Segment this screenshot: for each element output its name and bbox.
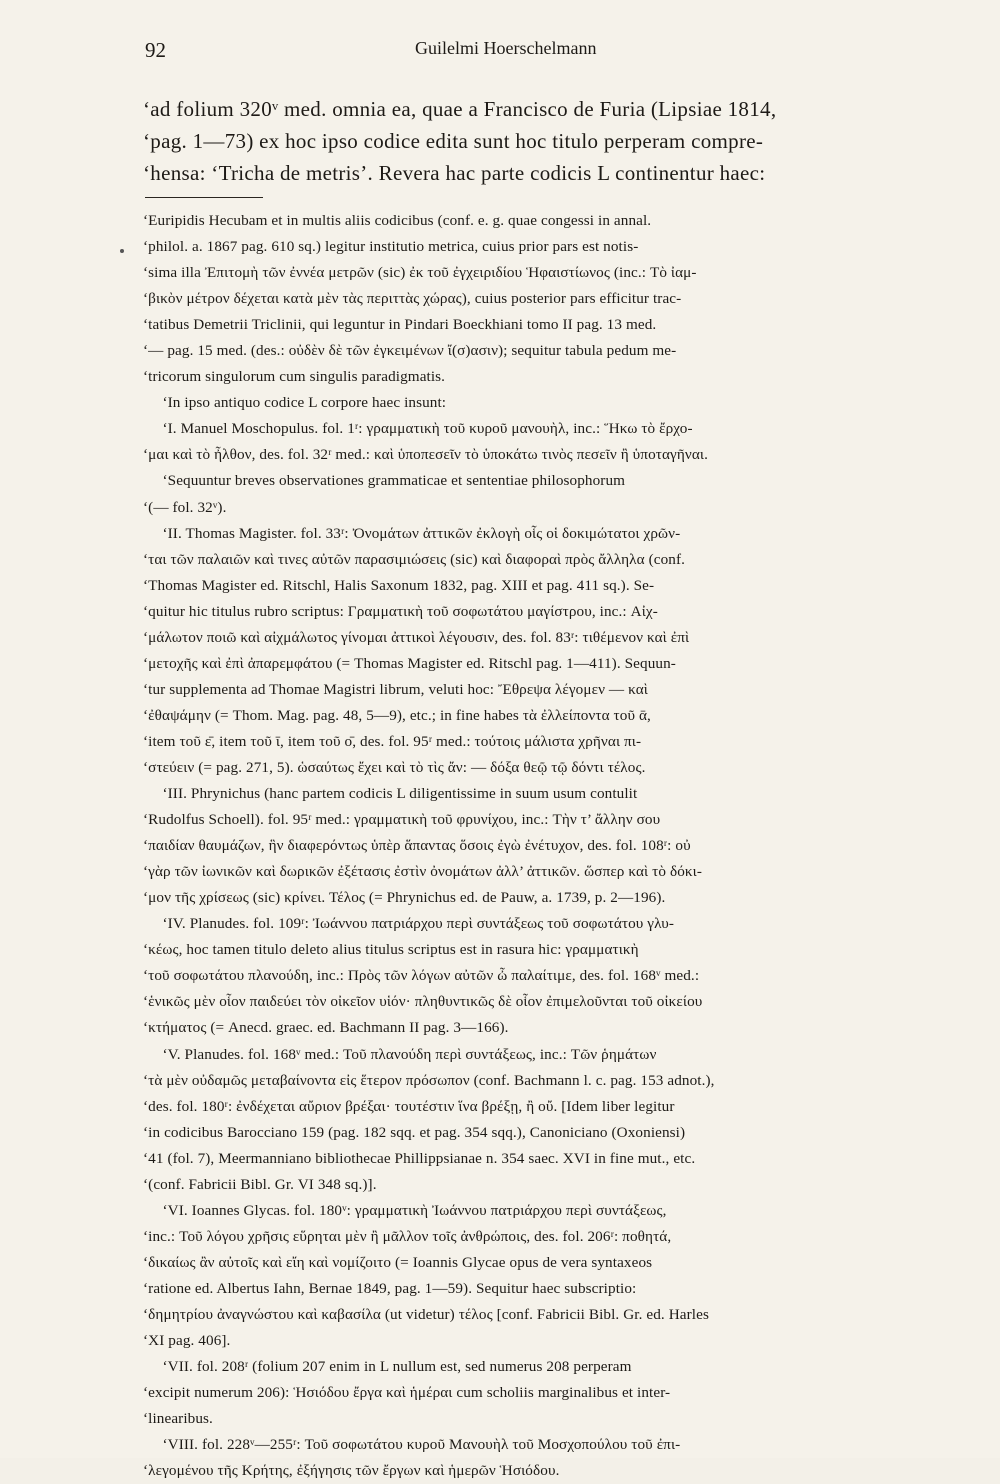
text-line: ‘τὰ μὲν οὐδαμῶς μεταβαίνοντα εἰς ἕτερον πρόσωπον (conf. Bachmann l. c. pag. 153 adnot.), (143, 1071, 715, 1089)
text-line: ‘tatibus Demetrii Triclinii, qui leguntur in Pindari Boeckhiani tomo II pag. 13 med. (143, 316, 657, 334)
text-line: ‘Euripidis Hecubam et in multis aliis codicibus (conf. e. g. quae congessi in annal. (143, 212, 652, 229)
text-line: ‘μετοχῆς καὶ ἐπὶ ἀπαρεμφάτου (= Thomas Magister ed. Ritschl pag. 1—411). Sequun- (143, 654, 676, 672)
text-line: ‘linearibus. (143, 1410, 213, 1428)
text-line: ‘VII. fol. 208ʳ (folium 207 enim in L nullum est, sed numerus 208 perperam (143, 1358, 632, 1376)
text-line: ‘In ipso antiquo codice L corpore haec insunt: (143, 394, 447, 412)
text-line: ‘δικαίως ἂν αὐτοῖς καὶ εἴη καὶ νομίζοιτο (= Ioannis Glycae opus de vera syntaxeos (143, 1253, 653, 1271)
text-line: ‘Sequuntur breves observationes grammaticae et sententiae philosophorum (143, 472, 626, 490)
text-line: ‘λεγομένου τῆς Κρήτης, ἐξήγησις τῶν ἔργων καὶ ἡμερῶν Ἡσιόδου. (143, 1462, 560, 1480)
text-line: ‘tricorum singulorum cum singulis paradigmatis. (143, 368, 446, 386)
text-line: ‘Rudolfus Schoell). fol. 95ʳ med.: γραμματικὴ τοῦ φρυνίχου, inc.: Τὴν τ’ ἄλλην σου (143, 811, 661, 829)
text-line: ‘γὰρ τῶν ἰωνικῶν καὶ δωρικῶν ἐξέτασις ἐστὶν ὀνομάτων ἀλλ’ ἀττικῶν. ὥσπερ καὶ τὸ δόκι- (143, 863, 702, 881)
text-line: ‘στεύειν (= pag. 271, 5). ὡσαύτως ἔχει καὶ τὸ τὶς ἄν: — δόξα θεῷ τῷ δόντι τέλος. (143, 758, 646, 776)
text-line: ‘παιδίαν θαυμάζων, ἣν διαφερόντως ὑπὲρ ἅπαντας ὅσοις ἐγὼ ἐνέτυχον, des. fol. 108ʳ: οὐ (143, 837, 691, 855)
text-line: ‘κέως, hoc tamen titulo deleto alius titulus scriptus est in rasura hic: γραμματικὴ (143, 941, 639, 959)
margin-dot (120, 249, 124, 253)
text-line: ‘inc.: Τοῦ λόγου χρῆσις εὕρηται μὲν ἢ μᾶλλον τοῖς ἀνθρώποις, des. fol. 206ʳ: ποθητά, (143, 1227, 672, 1245)
text-line: ‘V. Planudes. fol. 168ᵛ med.: Τοῦ πλανούδη περὶ συντάξεως, inc.: Τῶν ῥημάτων (143, 1045, 657, 1063)
text-line: ‘IV. Planudes. fol. 109ʳ: Ἰωάννου πατριάρχου περὶ συντάξεως τοῦ σοφωτάτου γλυ- (143, 915, 675, 933)
text-line: ‘des. fol. 180ʳ: ἐνδέχεται αὔριον βρέξαι· τουτέστιν ἵνα βρέξῃ, ἢ οὔ. [Idem liber legitur (143, 1097, 675, 1115)
text-line: ‘ratione ed. Albertus Iahn, Bernae 1849, pag. 1—59). Sequitur haec subscriptio: (143, 1279, 637, 1297)
text-line: ‘quitur hic titulus rubro scriptus: Γραμματικὴ τοῦ σοφωτάτου μαγίστρου, inc.: Αἰχ- (143, 602, 658, 620)
text-line: ‘philol. a. 1867 pag. 610 sq.) legitur institutio metrica, cuius prior pars est notis- (143, 238, 639, 256)
text-line: ‘VIII. fol. 228ᵛ—255ʳ: Τοῦ σοφωτάτου κυροῦ Μανουὴλ τοῦ Μοσχοπούλου τοῦ ἐπι- (143, 1436, 681, 1454)
text-line: ‘tur supplementa ad Thomae Magistri librum, veluti hoc: Ἔθρεψα λέγομεν — καὶ (143, 680, 648, 698)
text-line: ‘μαι καὶ τὸ ἦλθον, des. fol. 32ʳ med.: καὶ ὑποπεσεῖν τὸ ὑποκάτω τινὸς πεσεῖν ἢ ὑποταγῆναι. (143, 446, 708, 464)
text-line: ‘(conf. Fabricii Bibl. Gr. VI 348 sq.)]. (143, 1175, 377, 1193)
text-line: ‘item τοῦ ε̄, item τοῦ ῑ, item τοῦ ο̄, des. fol. 95ʳ med.: τούτοις μάλιστα χρῆναι πι- (143, 732, 642, 750)
running-head: Guilelmi Hoerschelmann (415, 38, 597, 58)
page-header (145, 38, 905, 68)
text-line: ‘I. Manuel Moschopulus. fol. 1ʳ: γραμματικὴ τοῦ κυροῦ μανουὴλ, inc.: Ἥκω τὸ ἔρχο- (143, 420, 693, 438)
text-line: ‘ἑνικῶς μὲν οἷον παιδεύει τὸν οἰκεῖον υἱόν· πληθυντικῶς δὲ οἷον ἐπιμελοῦνται τοῦ οἰκείου (143, 993, 703, 1011)
text-line: ‘in codicibus Barocciano 159 (pag. 182 sqq. et pag. 354 sqq.), Canoniciano (Oxoniensi) (143, 1123, 686, 1141)
text-line: ‘VI. Ioannes Glycas. fol. 180ᵛ: γραμματικὴ Ἰωάννου πατριάρχου περὶ συντάξεως, (143, 1201, 667, 1219)
text-line: ‘ad folium 320ᵛ med. omnia ea, quae a Francisco de Furia (Lipsiae 1814, (143, 97, 777, 121)
text-line: ‘hensa: ‘Tricha de metris’. Revera hac parte codicis L continentur haec: (143, 161, 766, 185)
text-line: ‘μον τῆς χρίσεως (sic) κρίνει. Τέλος (= Phrynichus ed. de Pauw, a. 1739, p. 2—196). (143, 889, 666, 907)
text-line: ‘III. Phrynichus (hanc partem codicis L diligentissime in suum usum contulit (143, 785, 638, 803)
text-line: ‘pag. 1—73) ex hoc ipso codice edita sunt hoc titulo perperam compre- (143, 129, 764, 153)
text-line: ‘βικὸν μέτρον δέχεται κατὰ μὲν τὰς περιττὰς χώρας), cuius posterior pars efficitur trac- (143, 290, 682, 308)
footnote-rule (145, 197, 263, 198)
text-line: ‘ἐθαψάμην (= Thom. Mag. pag. 48, 5—9), etc.; in fine habes τὰ ἐλλείποντα τοῦ ᾱ, (143, 706, 651, 724)
text-line: ‘μάλωτον ποιῶ καὶ αἰχμάλωτος γίνομαι ἀττικοὶ λέγουσιν, des. fol. 83ʳ: τιθέμενον καὶ ἐπὶ (143, 628, 690, 646)
text-line: ‘δημητρίου ἀναγνώστου καὶ καβασίλα (ut videtur) τέλος [conf. Fabricii Bibl. Gr. ed. Harles (143, 1305, 709, 1323)
text-line: ‘κτήματος (= Anecd. graec. ed. Bachmann II pag. 3—166). (143, 1019, 509, 1037)
text-line: ‘XI pag. 406]. (143, 1332, 231, 1350)
text-line: ‘II. Thomas Magister. fol. 33ʳ: Ὀνομάτων ἀττικῶν ἐκλογὴ οἷς οἱ δοκιμώτατοι χρῶν- (143, 524, 681, 542)
text-line: ‘— pag. 15 med. (des.: οὐδὲν δὲ τῶν ἐγκειμένων ἴ(σ)ασιν); sequitur tabula pedum me- (143, 342, 677, 360)
intro-paragraph (143, 93, 908, 189)
quoted-paragraphs (143, 208, 908, 1484)
page-body (143, 93, 908, 1484)
text-line: ‘excipit numerum 206): Ἡσιόδου ἔργα καὶ ἡμέραι cum scholiis marginalibus et inter- (143, 1384, 671, 1402)
text-line: ‘sima illa Ἐπιτομὴ τῶν ἐννέα μετρῶν (sic) ἐκ τοῦ ἐγχειριδίου Ἡφαιστίωνος (inc.: Τὸ ἰαμ- (143, 264, 697, 282)
text-line: ‘(— fol. 32ᵛ). (143, 498, 227, 516)
text-line: ‘41 (fol. 7), Meermanniano bibliothecae Phillippsianae n. 354 saec. XVI in fine mut., etc. (143, 1149, 696, 1167)
text-line: ‘Thomas Magister ed. Ritschl, Halis Saxonum 1832, pag. XIII et pag. 411 sq.). Se- (143, 576, 655, 594)
text-line: ‘τοῦ σοφωτάτου πλανούδη, inc.: Πρὸς τῶν λόγων αὐτῶν ὦ παλαίτιμε, des. fol. 168ᵛ med.: (143, 967, 700, 985)
page-number: 92 (145, 38, 166, 62)
text-line: ‘ται τῶν παλαιῶν καὶ τινες αὐτῶν παρασιμιώσεις (sic) καὶ διαφοραὶ πρὸς ἄλληλα (conf. (143, 550, 686, 568)
